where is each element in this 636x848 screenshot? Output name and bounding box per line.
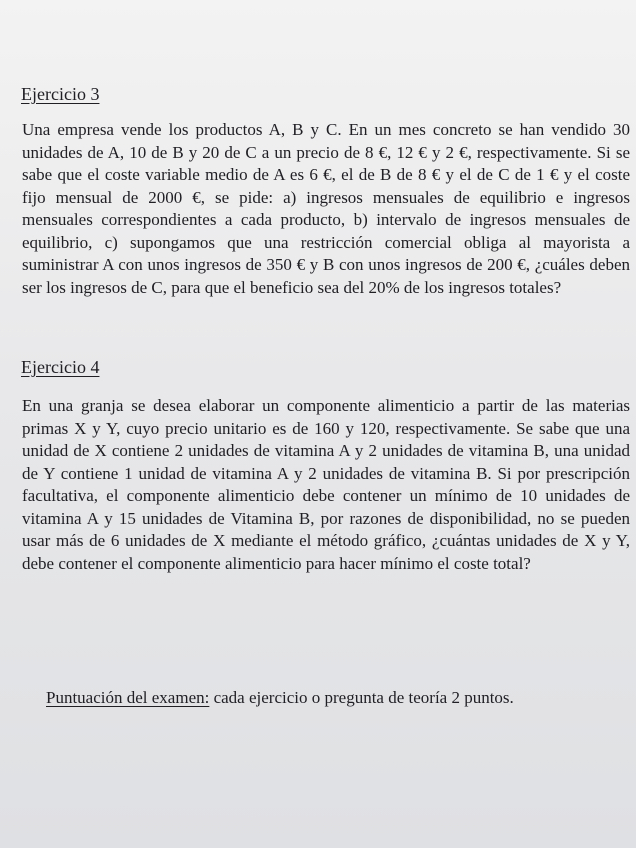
exam-scoring-note [46,688,514,708]
exercise-3-text: Una empresa vende los productos A, B y C. En un mes concreto se han vendido 30 unidades de A, 10 de B y 20 de C a un precio de 8 €, 12 € y 2 €, respectivamente. Si se sabe que el coste variable medio de A es 6 €, el de B de 8 € y el de C de 1 € y el coste fijo mensual de 2000 €, se pide: a) ingresos mensuales de equilibrio e ingresos mensuales correspondientes a cada producto, b) intervalo de ingresos mensuales de equilibrio, c) supongamos que una restricción comercial obliga al mayorista a suministrar A con unos ingresos de 350 € y B con unos ingresos de 200 €, ¿cuáles deben ser los ingresos de C, para que el beneficio sea del 20% de los ingresos totales? [22,120,630,297]
exercise-4-text: En una granja se desea elaborar un componente alimenticio a partir de las materias primas X y Y, cuyo precio unitario es de 160 y 120, respectivamente. Se sabe que una unidad de X contiene 2 unidades de vitamina A y 2 unidades de vitamina B, una unidad de Y contiene 1 unidad de vitamina A y 2 unidades de vitamina B. Si por prescripción facultativa, el componente alimenticio debe contener un mínimo de 10 unidades de vitamina A y 15 unidades de Vitamina B, por razones de disponibilidad, no se pueden usar más de 6 unidades de X mediante el método gráfico, ¿cuántas unidades de X y Y, debe contener el componente alimenticio para hacer mínimo el coste total? [22,396,630,573]
exercise-3-title: Ejercicio 3 [21,84,100,104]
exam-scoring-text: cada ejercicio o pregunta de teoría 2 puntos. [209,688,514,707]
exam-scoring-label: Puntuación del examen: [46,688,210,707]
exercise-4-title: Ejercicio 4 [21,357,100,377]
